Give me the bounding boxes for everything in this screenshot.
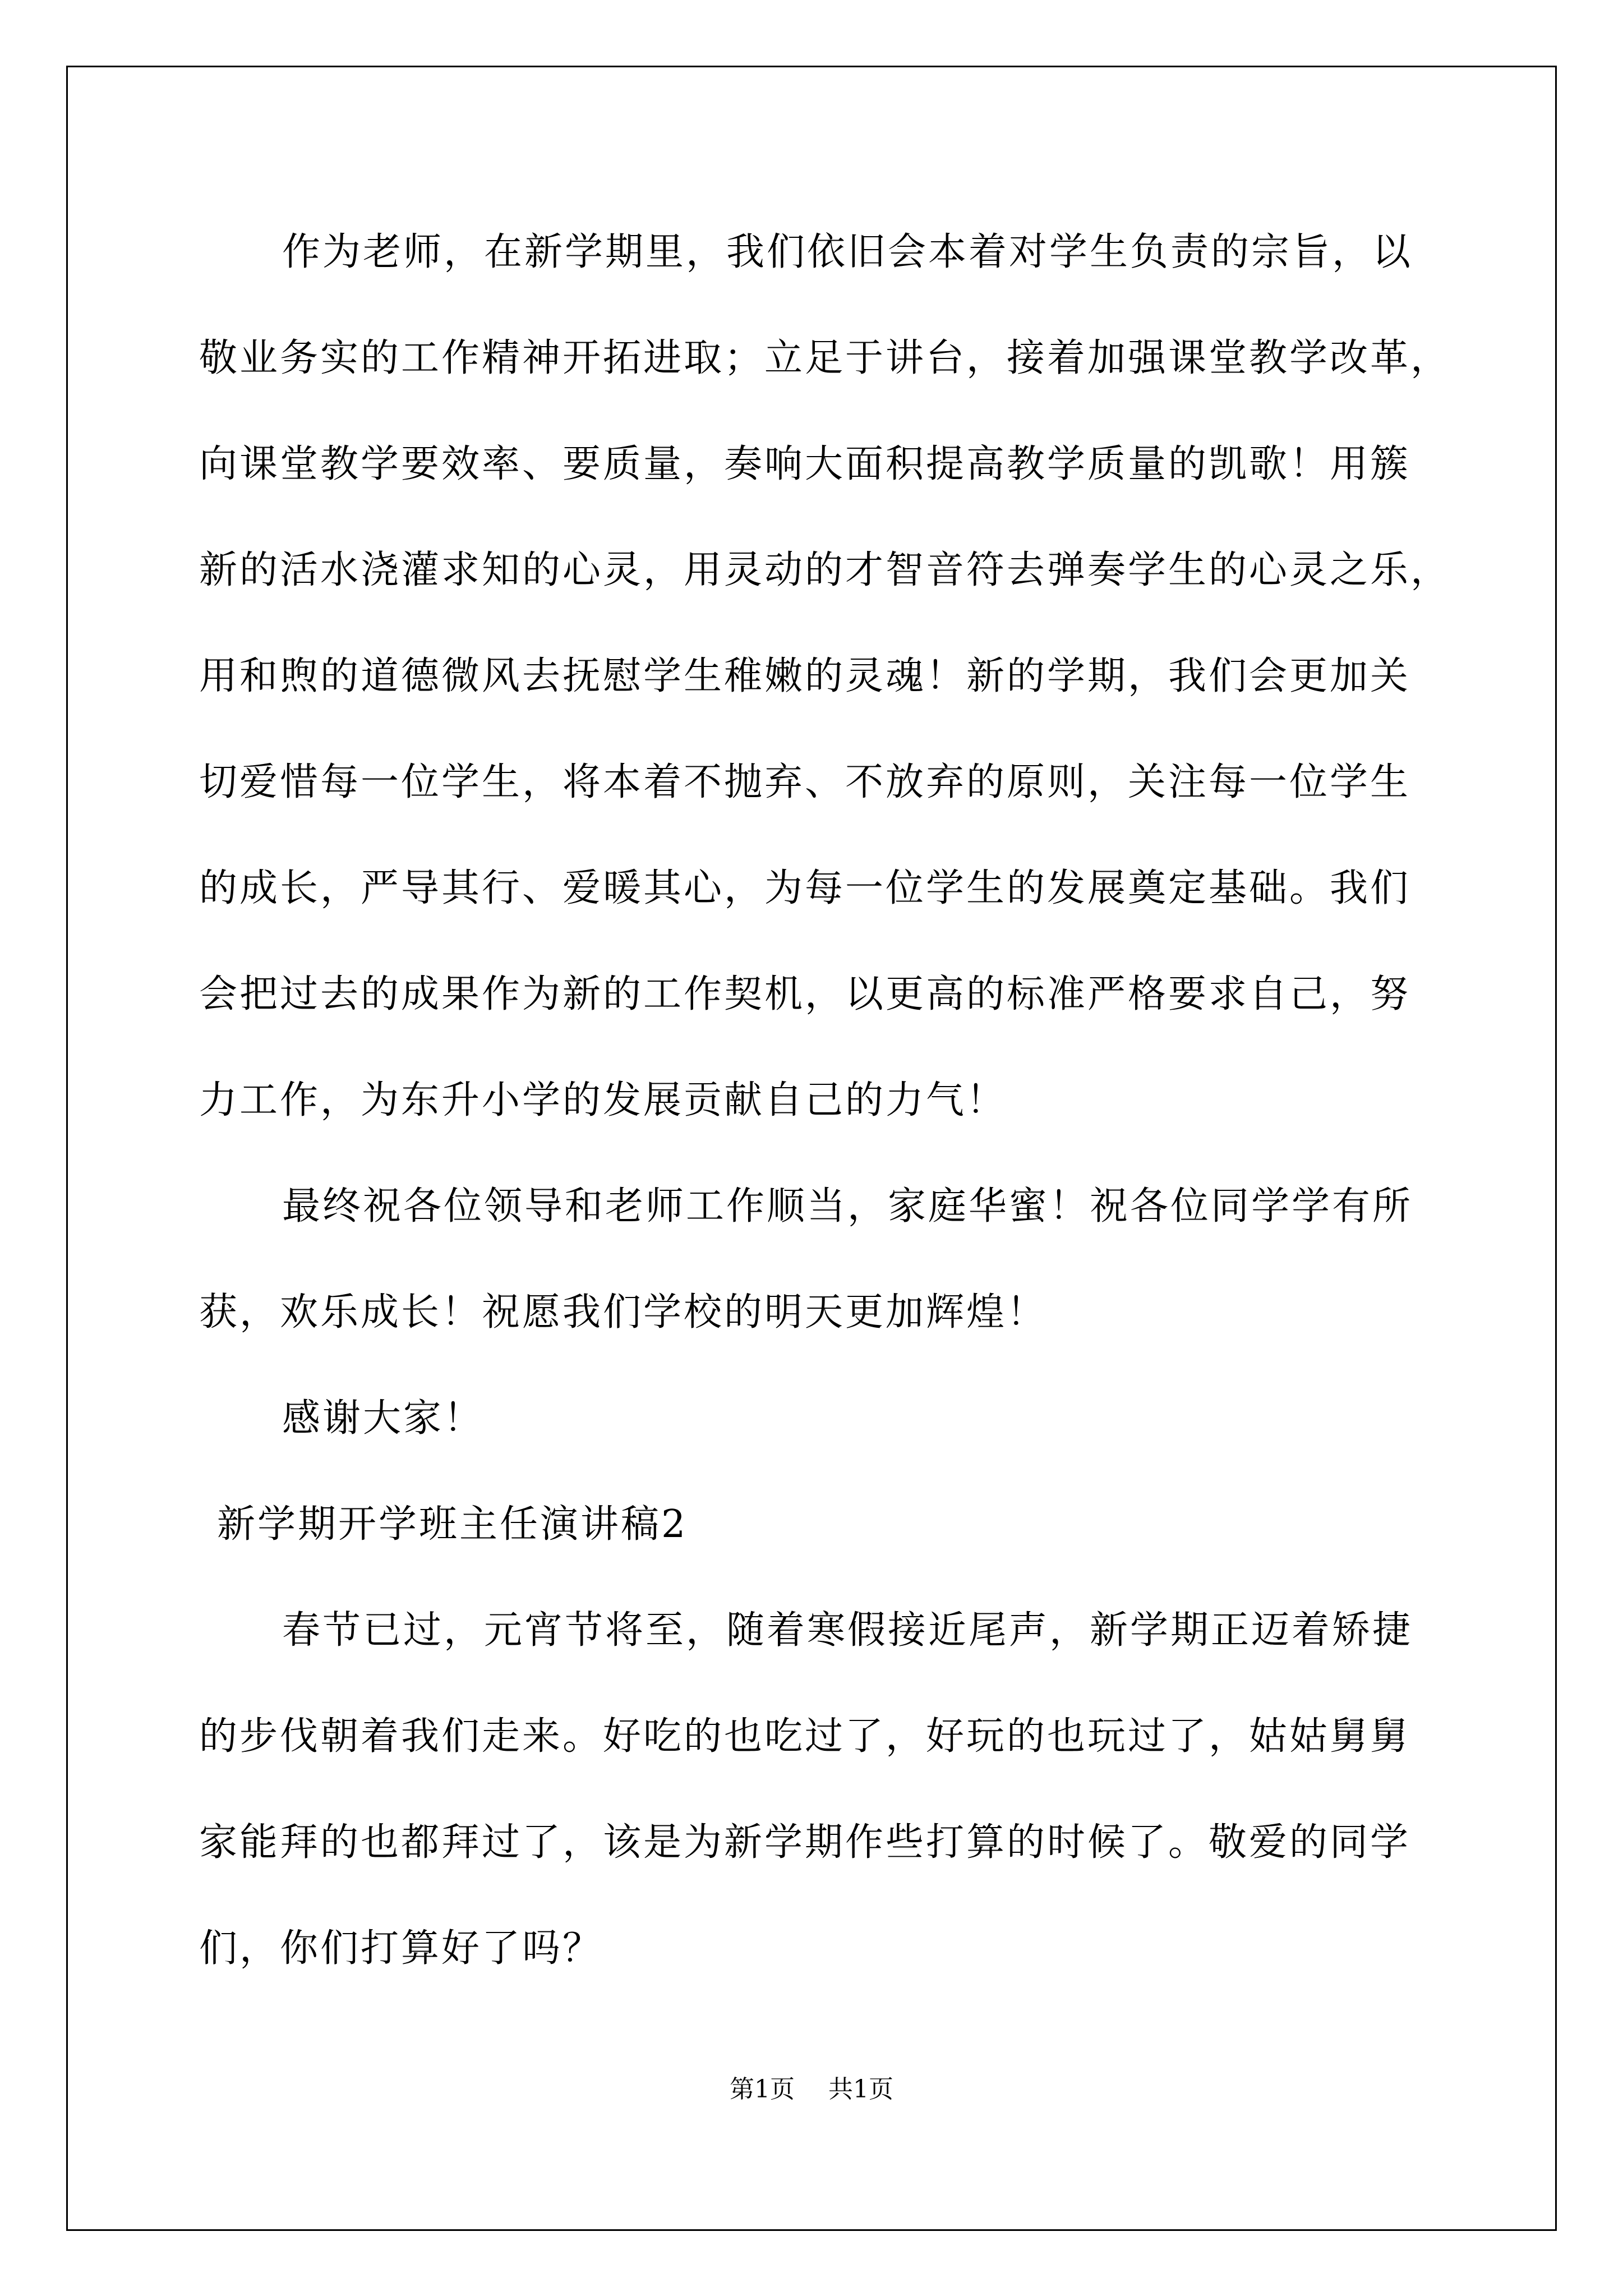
page-total: 共1页 (828, 2075, 893, 2104)
section-heading: 新学期开学班主任演讲稿2 (217, 1502, 688, 1547)
paragraph-line: 作为老师，在新学期里，我们依旧会本着对学生负责的宗旨，以 (282, 230, 1413, 274)
paragraph-line: 力工作，为东升小学的发展贡献自己的力气！ (199, 1078, 1007, 1122)
paragraph-line: 家能拜的也都拜过了，该是为新学期作些打算的时候了。敬爱的同学 (199, 1820, 1411, 1865)
paragraph-line: 会把过去的成果作为新的工作契机，以更高的标准严格要求自己，努 (199, 972, 1411, 1016)
paragraph-line: 向课堂教学要效率、要质量，奏响大面积提高教学质量的凯歌！用簇 (199, 442, 1411, 486)
paragraph-line: 切爱惜每一位学生，将本着不抛弃、不放弃的原则，关注每一位学生 (199, 760, 1411, 804)
paragraph-line: 们，你们打算好了吗？ (199, 1926, 603, 1971)
paragraph-line: 新的活水浇灌求知的心灵，用灵动的才智音符去弹奏学生的心灵之乐， (199, 548, 1451, 592)
paragraph-line: 用和煦的道德微风去抚慰学生稚嫩的灵魂！新的学期，我们会更加关 (199, 654, 1411, 698)
document-body (199, 199, 1467, 2001)
paragraph-line: 最终祝各位领导和老师工作顺当，家庭华蜜！祝各位同学学有所 (282, 1184, 1413, 1228)
page-number: 第1页 (730, 2075, 795, 2104)
paragraph-line: 感谢大家！ (282, 1396, 485, 1441)
paragraph-line: 敬业务实的工作精神开拓进取；立足于讲台，接着加强课堂教学改革， (199, 336, 1451, 380)
paragraph-line: 的步伐朝着我们走来。好吃的也吃过了，好玩的也玩过了，姑姑舅舅 (199, 1714, 1411, 1759)
paragraph-line: 春节已过，元宵节将至，随着寒假接近尾声，新学期正迈着矫捷 (282, 1608, 1413, 1653)
paragraph-line: 的成长，严导其行、爱暖其心，为每一位学生的发展奠定基础。我们 (199, 866, 1411, 910)
page-footer (0, 2073, 1623, 2106)
paragraph-line: 获，欢乐成长！祝愿我们学校的明天更加辉煌！ (199, 1290, 1048, 1335)
